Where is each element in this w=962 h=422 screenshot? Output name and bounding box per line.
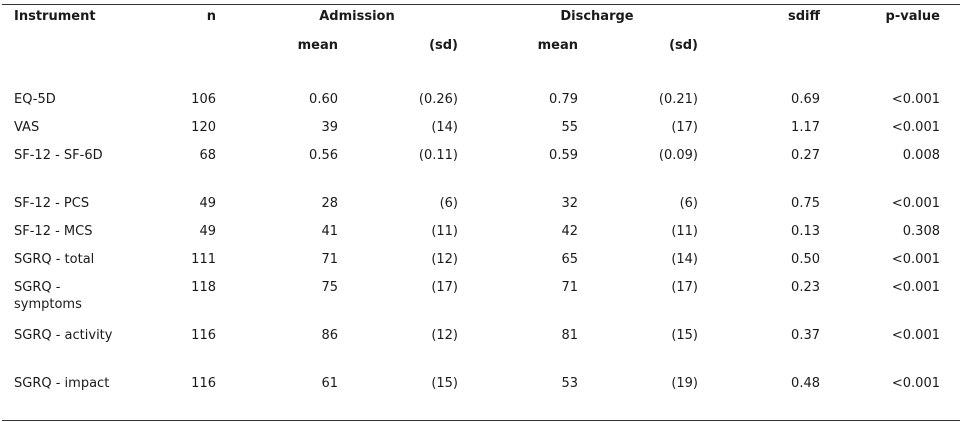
- cell-instrument: SGRQ - symptoms: [14, 280, 82, 312]
- header-pvalue: p-value: [885, 9, 940, 24]
- cell-adm-sd: (6): [439, 196, 458, 211]
- cell-pvalue: <0.001: [891, 120, 940, 135]
- cell-n: 49: [199, 224, 216, 239]
- cell-adm-mean: 75: [321, 280, 338, 295]
- cell-sdiff: 0.69: [791, 92, 820, 107]
- header-discharge: Discharge: [560, 9, 634, 24]
- cell-adm-sd: (0.26): [418, 92, 458, 107]
- cell-pvalue: <0.001: [891, 376, 940, 391]
- cell-sdiff: 0.48: [791, 376, 820, 391]
- cell-pvalue: <0.001: [891, 196, 940, 211]
- cell-dis-mean: 32: [561, 196, 578, 211]
- cell-adm-sd: (11): [431, 224, 458, 239]
- header-admission: Admission: [319, 9, 395, 24]
- cell-sdiff: 0.75: [791, 196, 820, 211]
- cell-adm-mean: 71: [321, 252, 338, 267]
- cell-pvalue: 0.308: [902, 224, 940, 239]
- cell-n: 116: [191, 376, 216, 391]
- cell-instrument: SGRQ - impact: [14, 376, 110, 391]
- cell-instrument: SGRQ - total: [14, 252, 95, 267]
- cell-adm-mean: 61: [321, 376, 338, 391]
- cell-instrument: SF-12 - SF-6D: [14, 148, 103, 163]
- cell-dis-sd: (14): [671, 252, 698, 267]
- cell-sdiff: 0.50: [791, 252, 820, 267]
- cell-dis-mean: 42: [561, 224, 578, 239]
- cell-pvalue: <0.001: [891, 252, 940, 267]
- cell-adm-mean: 39: [321, 120, 338, 135]
- table-top-rule: [2, 4, 960, 5]
- cell-instrument: SGRQ - activity: [14, 328, 113, 343]
- cell-dis-mean: 0.79: [549, 92, 578, 107]
- header-admission-sd: (sd): [429, 38, 458, 53]
- cell-dis-sd: (17): [671, 120, 698, 135]
- cell-n: 106: [191, 92, 216, 107]
- cell-adm-sd: (14): [431, 120, 458, 135]
- cell-dis-sd: (19): [671, 376, 698, 391]
- cell-adm-sd: (15): [431, 376, 458, 391]
- cell-pvalue: <0.001: [891, 328, 940, 343]
- cell-pvalue: <0.001: [891, 280, 940, 295]
- cell-adm-mean: 28: [321, 196, 338, 211]
- cell-sdiff: 0.27: [791, 148, 820, 163]
- cell-adm-mean: 0.60: [309, 92, 338, 107]
- cell-adm-mean: 0.56: [309, 148, 338, 163]
- cell-dis-mean: 55: [561, 120, 578, 135]
- header-n: n: [206, 9, 216, 24]
- cell-dis-mean: 0.59: [549, 148, 578, 163]
- header-discharge-mean: mean: [537, 38, 578, 53]
- header-admission-mean: mean: [297, 38, 338, 53]
- cell-dis-sd: (0.09): [658, 148, 698, 163]
- cell-sdiff: 1.17: [791, 120, 820, 135]
- cell-n: 120: [191, 120, 216, 135]
- cell-dis-sd: (11): [671, 224, 698, 239]
- cell-dis-mean: 65: [561, 252, 578, 267]
- cell-instrument: VAS: [14, 120, 40, 135]
- cell-sdiff: 0.23: [791, 280, 820, 295]
- cell-adm-sd: (12): [431, 328, 458, 343]
- cell-dis-mean: 53: [561, 376, 578, 391]
- cell-n: 111: [191, 252, 216, 267]
- cell-n: 68: [199, 148, 216, 163]
- cell-adm-sd: (17): [431, 280, 458, 295]
- cell-sdiff: 0.13: [791, 224, 820, 239]
- cell-instrument: SF-12 - MCS: [14, 224, 93, 239]
- cell-adm-sd: (0.11): [418, 148, 458, 163]
- cell-dis-sd: (6): [679, 196, 698, 211]
- cell-dis-sd: (15): [671, 328, 698, 343]
- cell-adm-mean: 86: [321, 328, 338, 343]
- cell-n: 118: [191, 280, 216, 295]
- cell-adm-sd: (12): [431, 252, 458, 267]
- cell-dis-mean: 81: [561, 328, 578, 343]
- table-bottom-rule: [2, 420, 960, 421]
- cell-n: 49: [199, 196, 216, 211]
- header-instrument: Instrument: [14, 9, 96, 24]
- cell-instrument: SF-12 - PCS: [14, 196, 90, 211]
- cell-dis-sd: (0.21): [658, 92, 698, 107]
- cell-pvalue: <0.001: [891, 92, 940, 107]
- cell-n: 116: [191, 328, 216, 343]
- cell-pvalue: 0.008: [902, 148, 940, 163]
- cell-instrument: EQ-5D: [14, 92, 56, 107]
- header-discharge-sd: (sd): [669, 38, 698, 53]
- cell-dis-sd: (17): [671, 280, 698, 295]
- cell-adm-mean: 41: [321, 224, 338, 239]
- cell-sdiff: 0.37: [791, 328, 820, 343]
- header-sdiff: sdiff: [787, 9, 820, 24]
- cell-dis-mean: 71: [561, 280, 578, 295]
